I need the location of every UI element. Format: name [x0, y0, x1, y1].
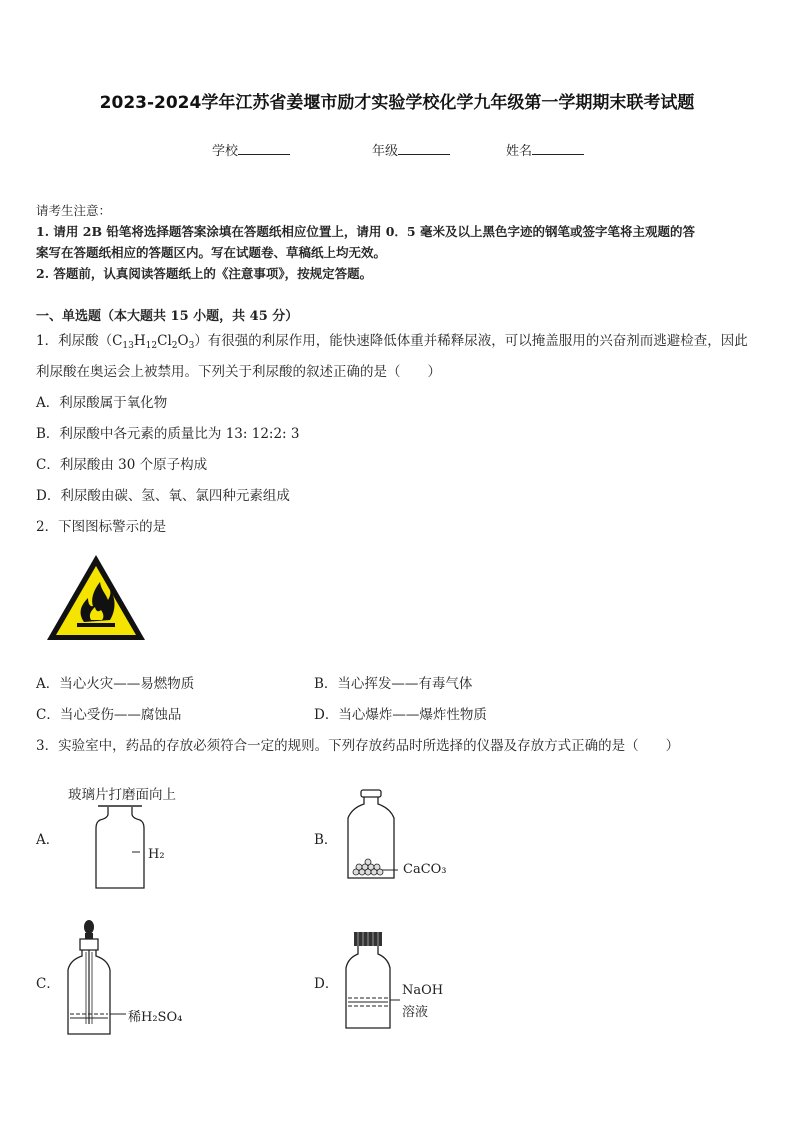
grade-label: 年级: [372, 144, 399, 159]
q1-option-d: D．利尿酸由碳、氢、氧、氯四种元素组成: [36, 488, 290, 504]
notice-heading: 请考生注意：: [36, 203, 112, 218]
q2-option-c: C．当心受伤——腐蚀品: [36, 707, 182, 723]
q3-option-d: D．: [314, 976, 339, 992]
q3-a-caption: 玻璃片打磨面向上: [68, 787, 176, 803]
q3-c-label: 稀H₂SO₄: [128, 1010, 183, 1025]
q2-option-d: D．当心爆炸——爆炸性物质: [314, 707, 487, 723]
q3-stem: 3．实验室中，药品的存放必须符合一定的规则。下列存放药品时所选择的仪器及存放方式正确的是（ ）: [36, 738, 680, 754]
narrow-mouth-bottle-icon: [340, 788, 402, 882]
dropper-bottle-icon: [62, 918, 128, 1038]
q2-option-b: B．当心挥发——有毒气体: [314, 676, 473, 692]
q3-a-label: H₂: [148, 847, 165, 862]
q2-option-a: A．当心火灾——易燃物质: [36, 676, 195, 692]
q3-option-c: C．: [36, 976, 60, 992]
q1-option-a: A．利尿酸属于氧化物: [36, 395, 168, 411]
notice-item-1b: 案写在答题纸相应的答题区内。写在试题卷、草稿纸上均无效。: [36, 245, 387, 260]
q3-d-label-2: 溶液: [402, 1005, 429, 1020]
school-field: [212, 140, 290, 159]
name-field: [506, 140, 584, 159]
q1-stem-line2: 利尿酸在奥运会上被禁用。下列关于利尿酸的叙述正确的是（ ）: [36, 364, 441, 380]
q3-d-label-1: NaOH: [402, 983, 444, 998]
school-label: 学校: [212, 144, 239, 159]
grade-field: [372, 140, 450, 159]
name-label: 姓名: [506, 144, 533, 159]
name-blank: [532, 141, 584, 155]
page-title: 2023-2024学年江苏省姜堰市励才实验学校化学九年级第一学期期末联考试题: [99, 93, 695, 113]
q1-stem-line1: 1．利尿酸$(C_{13}H_{12}Cl_2O_3)$有很强的利尿作用，能快速降低体重并稀释尿液，可以掩盖服用的兴奋剂而逃避检查，因此: [36, 333, 748, 351]
wide-mouth-bottle-icon: [88, 800, 168, 892]
q1-option-c: C．利尿酸由 30 个原子构成: [36, 457, 208, 473]
flammable-warning-icon: [44, 552, 148, 644]
stoppered-bottle-icon: [338, 928, 404, 1032]
school-blank: [238, 141, 290, 155]
section-heading: 一、单选题（本大题共 15 小题，共 45 分）: [36, 309, 299, 324]
q3-option-b: B．: [314, 832, 338, 848]
notice-item-1a: 1. 请用 2B 铅笔将选择题答案涂填在答题纸相应位置上，请用 0．5 毫米及以上黑色字迹的钢笔或签字笔将主观题的答: [36, 224, 695, 239]
q3-b-label: CaCO₃: [403, 862, 447, 877]
notice-item-2: 2. 答题前，认真阅读答题纸上的《注意事项》，按规定答题。: [36, 266, 373, 281]
q2-stem: 2．下图图标警示的是: [36, 519, 167, 535]
grade-blank: [398, 141, 450, 155]
q1-option-b: B．利尿酸中各元素的质量比为 13: 12:2: 3: [36, 426, 300, 442]
q3-option-a: A．: [36, 832, 60, 848]
